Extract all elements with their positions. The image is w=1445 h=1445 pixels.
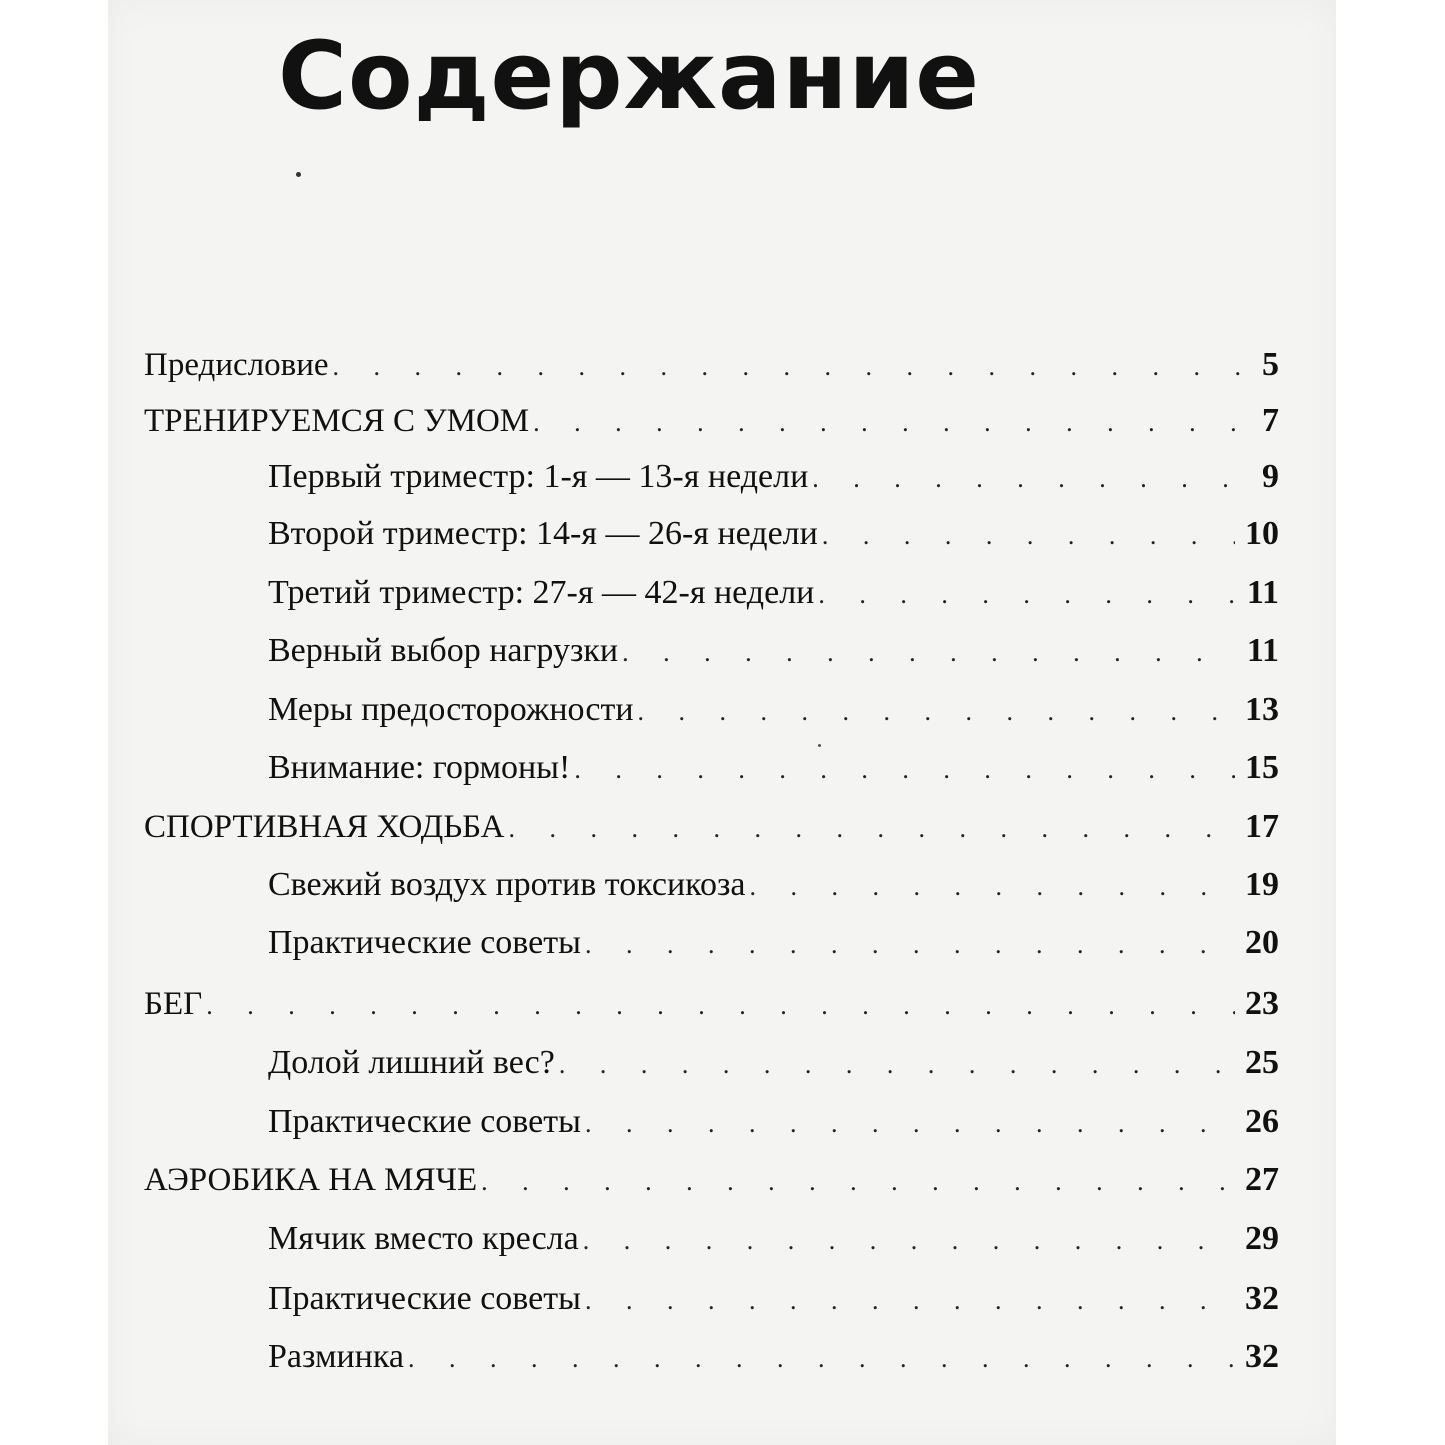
toc-entry-title: Третий триместр: 27-я — 42-я недели xyxy=(268,574,815,611)
dot-leader xyxy=(585,1109,1235,1139)
page-title: Содержание xyxy=(278,22,981,131)
toc-entry-title: Практические советы xyxy=(268,1280,581,1317)
ink-speck xyxy=(818,744,821,747)
toc-entry-title: Меры предосторожности xyxy=(268,691,634,728)
toc-page-number: 29 xyxy=(1245,1220,1279,1257)
dot-leader xyxy=(533,408,1245,438)
dot-leader xyxy=(622,638,1237,668)
toc-entry-title: Мячик вместо кресла xyxy=(268,1220,579,1257)
toc-entry-title: ТРЕНИРУЕМСЯ С УМОМ xyxy=(144,403,530,439)
toc-entry xyxy=(268,1338,1279,1390)
toc-page-number: 10 xyxy=(1245,515,1279,552)
toc-page-number: 11 xyxy=(1246,632,1279,669)
toc-entry xyxy=(268,574,1279,626)
toc-section-smart-training xyxy=(144,402,1279,454)
dot-leader xyxy=(812,464,1245,494)
toc-entry xyxy=(268,458,1279,510)
toc-entry-preface xyxy=(144,346,1279,398)
toc-entry xyxy=(268,749,1279,801)
toc-entry-title: Предисловие xyxy=(144,347,329,383)
toc-page-number: 23 xyxy=(1245,985,1279,1022)
dot-leader xyxy=(206,991,1235,1021)
toc-entry xyxy=(268,866,1279,918)
dot-leader xyxy=(749,872,1235,902)
ink-speck xyxy=(296,172,301,177)
dot-leader xyxy=(408,1344,1235,1374)
toc-entry-title: Второй триместр: 14-я — 26-я недели xyxy=(268,515,818,552)
toc-entry xyxy=(268,1044,1279,1096)
toc-page-number: 11 xyxy=(1246,574,1279,611)
toc-page-number: 17 xyxy=(1245,808,1279,845)
toc-page-number: 19 xyxy=(1245,866,1279,903)
toc-entry-title: Внимание: гормоны! xyxy=(268,749,571,786)
toc-section-ball-aerobics xyxy=(144,1161,1279,1213)
dot-leader xyxy=(583,1226,1235,1256)
toc-entry-title: Верный выбор нагрузки xyxy=(268,632,619,669)
toc-entry xyxy=(268,515,1279,567)
toc-entry-title: Первый триместр: 1-я — 13-я недели xyxy=(268,458,809,495)
dot-leader xyxy=(822,521,1235,551)
dot-leader xyxy=(585,1286,1235,1316)
toc-section-race-walking xyxy=(144,808,1279,860)
toc-page-number: 9 xyxy=(1262,458,1279,495)
toc-entry-title: Практические советы xyxy=(268,1103,581,1140)
toc-entry-title: Разминка xyxy=(268,1338,404,1375)
dot-leader xyxy=(574,755,1235,785)
toc-page-number: 25 xyxy=(1245,1044,1279,1081)
toc-page-number: 26 xyxy=(1245,1103,1279,1140)
dot-leader xyxy=(481,1167,1235,1197)
toc-entry xyxy=(268,632,1279,684)
toc-entry xyxy=(268,1220,1279,1272)
toc-page-number: 27 xyxy=(1245,1161,1279,1198)
toc-page-number: 32 xyxy=(1245,1338,1279,1375)
dot-leader xyxy=(638,697,1235,727)
toc-page-number: 13 xyxy=(1245,691,1279,728)
toc-entry xyxy=(268,691,1279,743)
toc-entry-title: Свежий воздух против токсикоза xyxy=(268,866,746,903)
toc-page-number: 32 xyxy=(1245,1280,1279,1317)
dot-leader xyxy=(509,814,1235,844)
toc-section-running xyxy=(144,985,1279,1037)
dot-leader xyxy=(333,352,1246,382)
toc-entry-title: СПОРТИВНАЯ ХОДЬБА xyxy=(144,809,505,845)
toc-entry xyxy=(268,1280,1279,1332)
toc-page-number: 5 xyxy=(1262,346,1279,383)
dot-leader xyxy=(585,930,1235,960)
toc-entry-title: Практические советы xyxy=(268,924,581,961)
toc-page-number: 15 xyxy=(1245,749,1279,786)
toc-entry-title: Долой лишний вес? xyxy=(268,1044,555,1081)
toc-page-number: 7 xyxy=(1262,402,1279,439)
dot-leader xyxy=(818,580,1237,610)
toc-entry-title: БЕГ xyxy=(144,986,203,1022)
toc-entry-title: АЭРОБИКА НА МЯЧЕ xyxy=(144,1162,478,1198)
toc-entry xyxy=(268,1103,1279,1155)
dot-leader xyxy=(559,1050,1235,1080)
toc-entry xyxy=(268,924,1279,976)
toc-page-number: 20 xyxy=(1245,924,1279,961)
